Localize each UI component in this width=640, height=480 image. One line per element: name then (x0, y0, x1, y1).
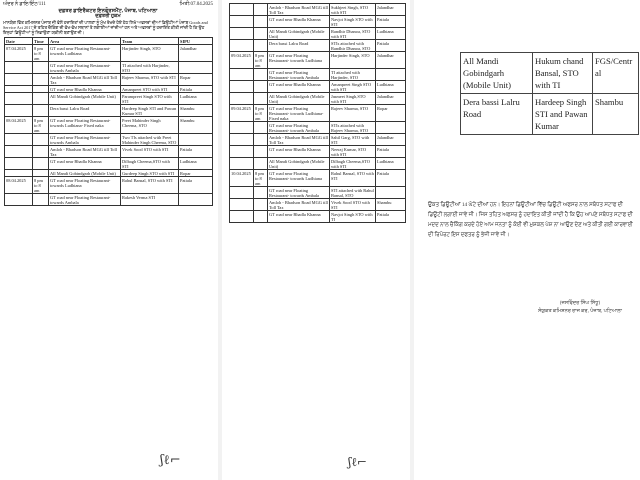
table-cell: 07.04.2025 (5, 45, 33, 62)
table-cell: 08.04.2025 (5, 117, 33, 134)
table-cell (33, 170, 49, 177)
table-row (461, 53, 639, 94)
table-cell: Two TIs attached with Preet Mahinder Singh Cheema, STO (121, 134, 179, 146)
table-cell: GT road near Bhadla Khanna (268, 146, 330, 158)
table-cell: GT road near Floating Restaurant- towards Ludhiana (49, 45, 121, 62)
table-cell: Amanpreet Singh STO with STI (330, 81, 376, 93)
table-cell: Ropar (179, 74, 213, 86)
table-row (230, 122, 406, 134)
table-cell: GT road near Bhadla Khanna (49, 158, 121, 170)
closing-note: ਉਕਤ ਡਿਊਟੀਆਂ 14 ਘੰਟੇ ਦੀਆਂ ਹਨ। ਇਹਨਾਂ ਡਿਊਟੀਆਂ ਵਿੱਚ ਡਿਊਟੀ ਅਫਸਰ ਨਾਲ ਸਬੰਧਤ ਸਟਾਫ ਦੀ ਡਿਊਟੀ ਲਗਾਈ ਜਾਵੇ ਜੀ। ਜਿਸ ਤਹਿਤ ਅਫਸਰ ਨੂੰ ਹਦਾਇਤ ਕੀਤੀ ਜਾਂਦੀ ਹੈ ਕਿ ਉਹ ਆਪਣੇ ਸਬੰਧਤ ਸਟਾਫ ਦੀ ਮਦਦ ਨਾਲ ਚੈਕਿੰਗ ਕਰਦੇ ਹੋਏ ਆਮ ਜਨਤਾ ਨੂੰ ਕੋਈ ਵੀ ਮੁਸ਼ਕਲ ਪੇਸ਼ ਨਾ ਆਉਣ ਦੇਣ ਅਤੇ ਕੀਤੀ ਗਈ ਕਾਰਵਾਈ ਦੀ ਰਿਪੋਰਟ ਇਸ ਦਫਤਰ ਨੂੰ ਭੇਜੀ ਜਾਵੇ ਜੀ। (428, 202, 633, 238)
table-cell: Patiala (376, 211, 406, 223)
table-cell: TI attached with Harjinder, STO (121, 62, 179, 74)
table-cell (230, 40, 254, 52)
table-row (5, 158, 213, 170)
table-cell (179, 194, 213, 206)
table-cell: GT road near Floating Restaurant- towards Ambala (268, 122, 330, 134)
table-cell: Amloh - Bhadson Road MGG till Toll Tax (49, 74, 121, 86)
table-cell: STIs attached with Rajeev Sharma, STO (330, 122, 376, 134)
table-cell: Sahil Garg, STO with STI (330, 134, 376, 146)
table-cell (230, 93, 254, 105)
table-cell: Rakesh Verma STI (121, 194, 179, 206)
table-cell: Jalandhar (376, 93, 406, 105)
table-cell: Jalandhar (376, 134, 406, 146)
table-cell (254, 69, 268, 81)
table-cell (254, 28, 268, 40)
table-cell (376, 69, 406, 81)
column-header: Time (33, 38, 49, 45)
table-cell: GT road near Floating Restaurant- towards Ludhiana (268, 52, 330, 69)
table-cell: Dera bassi Lalru Road (268, 40, 330, 52)
table-cell (254, 16, 268, 28)
letter-date: ਮਿਤੀ:07.04.2025 (179, 2, 213, 7)
table-cell (254, 122, 268, 134)
table-cell (33, 86, 49, 93)
table-cell: Shambu (376, 199, 406, 211)
signatory-designation: ਸੰਯੁਕਤ ਕਮਿਸ਼ਨਰ ਰਾਜ ਕਰ, ਪੰਜਾਬ, ਪਟਿਆਲਾ (538, 309, 622, 314)
table-cell: Parampreet Singh STO with STI (121, 93, 179, 105)
table-cell (33, 105, 49, 117)
table-cell: All Mandi Gobindgarh (Mobile Unit) (268, 28, 330, 40)
table-cell: Amloh - Bhadson Road MGG till Toll Tax (269, 134, 328, 145)
table-cell (254, 40, 268, 52)
table-row (230, 28, 406, 40)
table-cell: Neeraj Kumar, STO with STI (330, 146, 376, 158)
table-cell: All Mandi Gobindgarh (Mobile Unit) (461, 53, 533, 94)
table-cell: Patiala (376, 170, 406, 187)
table-cell (376, 187, 406, 199)
table-cell (230, 146, 254, 158)
table-cell: 8 pm to 8 am (254, 105, 268, 122)
table-cell (254, 146, 268, 158)
table-cell: Hukum chand Bansal, STO with TI (533, 53, 593, 94)
table-row (230, 81, 406, 93)
table-cell (230, 134, 254, 146)
document-page-3 (416, 0, 640, 480)
table-cell: 8 pm to 8 am (254, 170, 268, 187)
table-cell (254, 134, 268, 146)
table-cell (33, 93, 49, 105)
duty-table-page-1 (4, 37, 213, 206)
signature-page-2: ʃℓ⌐ (348, 455, 368, 469)
table-row (230, 187, 406, 199)
table-cell (254, 4, 268, 16)
table-cell: Rahul Bansal, STO with STI (121, 177, 179, 194)
table-cell (230, 81, 254, 93)
table-row (230, 158, 406, 170)
table-cell (230, 158, 254, 170)
page-divider (218, 0, 222, 480)
table-cell: Vivek Sood STO with STI (330, 199, 376, 211)
table-cell: GT road near Floating Restaurant- towards Ambala (268, 69, 330, 81)
signatory-name: (ਜਸਵਿੰਦਰ ਸਿੰਘ ਸਿੱਧੂ) (559, 301, 601, 306)
table-cell (230, 28, 254, 40)
table-row (230, 52, 406, 69)
table-row (230, 211, 406, 223)
duty-table-page-3 (460, 52, 639, 135)
table-cell: 8 pm to 8 am (33, 45, 49, 62)
table-cell: Shambu (593, 94, 639, 135)
table-cell: Patiala (179, 86, 213, 93)
table-cell: GT road near Bhadla Khanna (268, 81, 330, 93)
table-cell: FGS/Central (593, 53, 639, 94)
table-cell: Ropar (179, 170, 213, 177)
table-cell (33, 146, 49, 158)
table-cell: Shambu (179, 105, 213, 117)
table-cell (376, 122, 406, 134)
table-cell: GT road near Floating Restaurant- towards Ludhiana (49, 177, 121, 194)
table-cell: GT road near Bhadla Khanna (268, 211, 330, 223)
table-cell: GT road near Floating Restaurant- towards Ambala (49, 62, 121, 74)
duty-table-page-2 (229, 3, 406, 223)
table-cell: Patiala (179, 177, 213, 194)
table-cell: GT road near Floating Restaurant- towards Ambala (268, 187, 330, 199)
table-cell (254, 81, 268, 93)
table-row (230, 4, 406, 16)
table-row (5, 105, 213, 117)
table-cell: Hardeep Singh STI and Pawan Kumar (533, 94, 593, 135)
table-row (230, 69, 406, 81)
table-row (5, 74, 213, 86)
table-cell (5, 74, 33, 86)
table-cell: All Mandi Gobindgarh (Mobile Unit) (268, 158, 330, 170)
table-cell: 8 pm to 8 am (33, 177, 49, 194)
table-cell (230, 199, 254, 211)
column-header: SIPU (179, 38, 213, 45)
table-cell: Jalandhar (376, 52, 406, 69)
table-cell: Dilbagh Cheema,STO with STI (330, 158, 376, 170)
table-cell (5, 134, 33, 146)
table-cell: All Mandi Gobindgarh (Mobile Unit) (49, 170, 121, 177)
table-cell: Amloh - Bhadson Road MGG till Toll Tax (49, 146, 121, 158)
table-row (5, 86, 213, 93)
table-cell: Patiala (376, 146, 406, 158)
table-cell (179, 134, 213, 146)
table-cell: Rajeev Sharma, STO with STI (121, 74, 179, 86)
signature-page-1: ʃℓ⌐ (160, 453, 181, 468)
document-page-1 (0, 0, 216, 480)
table-cell: Navjot Singh STO with STI (330, 16, 376, 28)
table-cell: GT road near Floating Restaurant- towards Ambala (49, 194, 121, 206)
column-header: Date (5, 38, 33, 45)
table-row (5, 93, 213, 105)
table-cell (179, 62, 213, 74)
table-row (230, 199, 406, 211)
table-cell: Randhir Dhanoa, STO with STI (330, 28, 376, 40)
table-cell (254, 93, 268, 105)
table-cell: Ropar (376, 105, 406, 122)
letter-header (3, 2, 213, 35)
order-heading: ਦਫ਼ਤਰੀ ਹੁਕਮ (95, 14, 121, 19)
table-cell: Ludhiana (376, 28, 406, 40)
reference-number: ਅੰਦਰ ਨੰ ਡਾਇ/ਇੰਟ/111 (3, 2, 46, 7)
table-cell: Ludhiana (376, 81, 406, 93)
table-cell: GT road near Floating Restaurant- towards Ludhiana (268, 170, 330, 187)
table-cell (5, 86, 33, 93)
table-cell (5, 146, 33, 158)
table-cell: Rahul Bansal, STO with STI (330, 170, 376, 187)
table-cell: Patiala (376, 16, 406, 28)
table-cell (230, 4, 254, 16)
table-cell: Dera bassi Lalru Road (49, 105, 121, 117)
table-cell: Harjinder Singh, STO (330, 52, 376, 69)
table-cell: STI attached with Rahul Bansal, STO (331, 187, 374, 198)
table-cell (5, 105, 33, 117)
table-cell: 8 pm to 8 am (254, 52, 268, 69)
table-cell: 08.04.2025 (5, 177, 33, 194)
table-cell (33, 62, 49, 74)
table-cell: Amloh - Bhadson Road MGG till Toll Tax (269, 199, 328, 210)
table-cell: Vivek Sood STO with STI (121, 146, 179, 158)
table-row (5, 194, 213, 206)
table-cell: Rajeev Sharma, STO (330, 105, 376, 122)
signature-block (532, 300, 628, 316)
page-divider (410, 0, 414, 480)
table-cell: Patiala (376, 40, 406, 52)
table-cell: Patiala (179, 146, 213, 158)
table-cell: 09.04.2025 (230, 105, 254, 122)
table-cell (5, 194, 33, 206)
table-row (230, 40, 406, 52)
table-row (230, 93, 406, 105)
table-row (5, 45, 213, 62)
table-cell (230, 69, 254, 81)
table-cell: Gurdeep Singh STO with STI (121, 170, 179, 177)
table-cell: Ludhiana (179, 158, 213, 170)
table-cell: Navjot Singh STO with TI (330, 211, 376, 223)
table-row (230, 134, 406, 146)
table-cell: All Mandi Gobindgarh (Mobile Unit) (49, 93, 121, 105)
table-cell: Jalandhar (179, 45, 213, 62)
table-row (461, 94, 639, 135)
table-cell: GT road near Floating Restaurant- towards Ludhiana- Fixed naka (49, 117, 121, 134)
table-row (230, 146, 406, 158)
table-cell: GT road near Bhadla Khanna (49, 86, 121, 93)
column-header: Team (121, 38, 179, 45)
table-row (5, 177, 213, 194)
table-cell: Hardeep Singh STI and Pawan Kumar STI (121, 105, 179, 117)
table-cell: Dera bassi Lalru Road (461, 94, 533, 135)
table-cell (230, 211, 254, 223)
table-cell (5, 93, 33, 105)
table-cell: TI attached with Harjinder, STO (330, 69, 376, 81)
table-cell (33, 134, 49, 146)
table-cell (5, 170, 33, 177)
table-cell: GT road near Floating Restaurant- towards Ludhiana- Fixed naka (268, 105, 330, 122)
table-cell (254, 199, 268, 211)
column-header: Area (49, 38, 121, 45)
table-cell: 10.04.2025 (230, 170, 254, 187)
table-cell: 8 pm to 8 am (33, 117, 49, 134)
table-cell (254, 158, 268, 170)
table-row (5, 62, 213, 74)
table-header-row (5, 38, 213, 45)
table-cell: 09.04.2025 (230, 52, 254, 69)
table-row (230, 16, 406, 28)
table-cell: Preet Mahinder Singh Cheema, STO (121, 117, 179, 134)
table-cell: Shambu (179, 117, 213, 134)
table-cell (5, 158, 33, 170)
table-cell (254, 187, 268, 199)
table-cell (33, 158, 49, 170)
table-row (230, 170, 406, 187)
document-page-2 (226, 0, 408, 480)
table-cell (5, 62, 33, 74)
table-row (230, 105, 406, 122)
table-cell (254, 211, 268, 223)
table-cell: Amloh - Bhadson Road MGG till Toll Tax (269, 4, 328, 15)
table-row (5, 170, 213, 177)
table-cell: Jasmeet Singh,STO with STI (330, 93, 376, 105)
order-body: ਮਾਨਯੋਗ ਵਿੱਤ ਕਮਿਸ਼ਨਰ ਪੰਜਾਬ ਜੀ ਵੱਲੋਂ ਹਦਾਇਤਾਂ ਦੀ ਪਾਲਣਾ ਨੂੰ ਮੁੱਖ ਰੱਖਦੇ ਹੋਏ ਹੇਠ ਲਿਖੇ ਅਫਸਰਾਂ ਦੀਆਂ ਡਿਊਟੀਆਂ ਪੰਜਾਬ Goods and Service Act 2017 ਦੇ ਤਹਿਤ ਚੈਕਿੰਗ ਦੀ ਵੱਖ-ਵੱਖ ਸਥਾਨਾਂ ਤੇ ਲਗਾਈਆਂ ਜਾਂਦੀਆਂ ਹਨ ਅਤੇ ਅਫਸਰਾਂ ਨੂੰ ਹਦਾਇਤ ਕੀਤੀ ਜਾਂਦੀ ਹੈ ਕਿ ਉਹ ਇਨ੍ਹਾਂ ਡਿਊਟੀਆਂ ਨੂੰ ਨਿਭਾਉਣਾ ਯਕੀਨੀ ਬਣਾਉਣ ਜੀ। (3, 20, 208, 35)
table-cell: Amanpreet STO with STI (121, 86, 179, 93)
table-cell: GT road near Floating Restaurant- towards Ambala (49, 134, 121, 146)
table-cell: Sukhjeet Singh, STO with STI (330, 4, 376, 16)
table-row (5, 134, 213, 146)
table-cell: All Mandi Gobindgarh (Mobile Unit) (268, 93, 330, 105)
table-cell: GT road near Bhadla Khanna (268, 16, 330, 28)
table-cell (33, 194, 49, 206)
table-row (5, 146, 213, 158)
table-cell: Harjinder Singh, STO (121, 45, 179, 62)
table-cell (33, 74, 49, 86)
table-cell (230, 187, 254, 199)
table-cell: STIs attached with Randhir Dhanoa, STO (330, 40, 376, 52)
table-row (5, 117, 213, 134)
table-cell: Dilbagh Cheema,STO with STI (121, 158, 179, 170)
table-cell: Jalandhar (376, 4, 406, 16)
table-cell: Ludhiana (376, 158, 406, 170)
table-cell: Ludhiana (179, 93, 213, 105)
table-cell (230, 122, 254, 134)
office-title: ਦਫ਼ਤਰ ਡਾਇਰੈਕਟਰ ਇਨਫੋਰਸਮੈਂਟ, ਪੰਜਾਬ, ਪਟਿਆਲਾ (58, 8, 158, 14)
table-cell (230, 16, 254, 28)
